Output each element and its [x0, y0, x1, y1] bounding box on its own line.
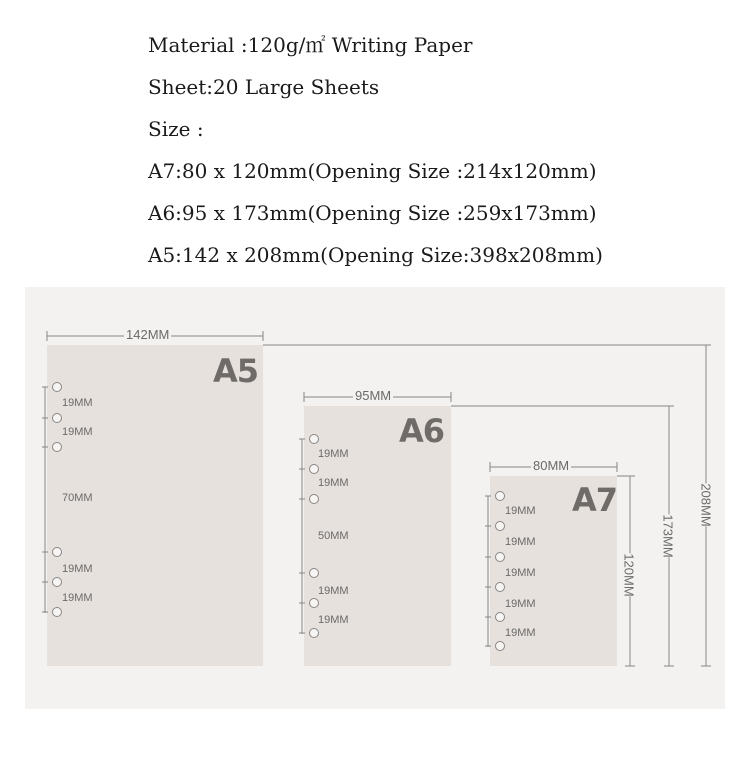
binder-hole	[52, 607, 62, 617]
a7-hole-spacing-3: 19MM	[505, 567, 536, 579]
a6-width-label: 95MM	[355, 388, 392, 403]
binder-hole	[309, 628, 319, 638]
sheet-a5	[47, 345, 263, 666]
a5-hole-spacing-1: 19MM	[62, 397, 93, 409]
a7-height-label: 120MM	[621, 553, 637, 597]
spec-list	[148, 24, 603, 276]
a7-width-label: 80MM	[533, 458, 570, 473]
a5-hole-spacing-5: 19MM	[62, 592, 93, 604]
a6-height-label: 173MM	[660, 514, 676, 558]
spec-a6-size: A6:95 x 173mm(Opening Size :259x173mm)	[148, 201, 597, 225]
binder-hole	[495, 552, 505, 562]
sheet-a5-label: A5	[213, 352, 259, 390]
spec-material: Material :120g/㎡ Writing Paper	[148, 33, 473, 57]
binder-hole	[495, 641, 505, 651]
a5-hole-spacing-4: 19MM	[62, 563, 93, 575]
spec-a7-size: A7:80 x 120mm(Opening Size :214x120mm)	[148, 159, 597, 183]
binder-hole	[52, 547, 62, 557]
a5-height-label: 208MM	[698, 483, 714, 527]
binder-hole	[52, 382, 62, 392]
spec-size-heading: Size :	[148, 117, 204, 141]
binder-hole	[495, 612, 505, 622]
binder-hole	[52, 577, 62, 587]
binder-hole	[495, 521, 505, 531]
binder-hole	[495, 491, 505, 501]
spec-a5-size: A5:142 x 208mm(Opening Size:398x208mm)	[148, 243, 603, 267]
a7-hole-spacing-2: 19MM	[505, 536, 536, 548]
a7-hole-spacing-5: 19MM	[505, 627, 536, 639]
sheet-a6-label: A6	[399, 412, 445, 450]
binder-hole	[309, 494, 319, 504]
a5-hole-spacing-2: 19MM	[62, 426, 93, 438]
sheet-a7-label: A7	[572, 481, 618, 519]
binder-hole	[52, 413, 62, 423]
binder-hole	[309, 568, 319, 578]
binder-hole	[495, 582, 505, 592]
a5-width-label: 142MM	[126, 327, 170, 342]
a5-hole-spacing-3: 70MM	[62, 492, 93, 504]
a6-hole-spacing-4: 19MM	[318, 585, 349, 597]
binder-hole	[309, 464, 319, 474]
spec-sheet-count: Sheet:20 Large Sheets	[148, 75, 380, 99]
a6-hole-spacing-3: 50MM	[318, 530, 349, 542]
binder-hole	[309, 434, 319, 444]
a6-hole-spacing-1: 19MM	[318, 448, 349, 460]
binder-hole	[309, 598, 319, 608]
a6-hole-spacing-2: 19MM	[318, 477, 349, 489]
binder-hole	[52, 442, 62, 452]
a7-hole-spacing-1: 19MM	[505, 505, 536, 517]
a7-hole-spacing-4: 19MM	[505, 598, 536, 610]
a6-hole-spacing-5: 19MM	[318, 614, 349, 626]
